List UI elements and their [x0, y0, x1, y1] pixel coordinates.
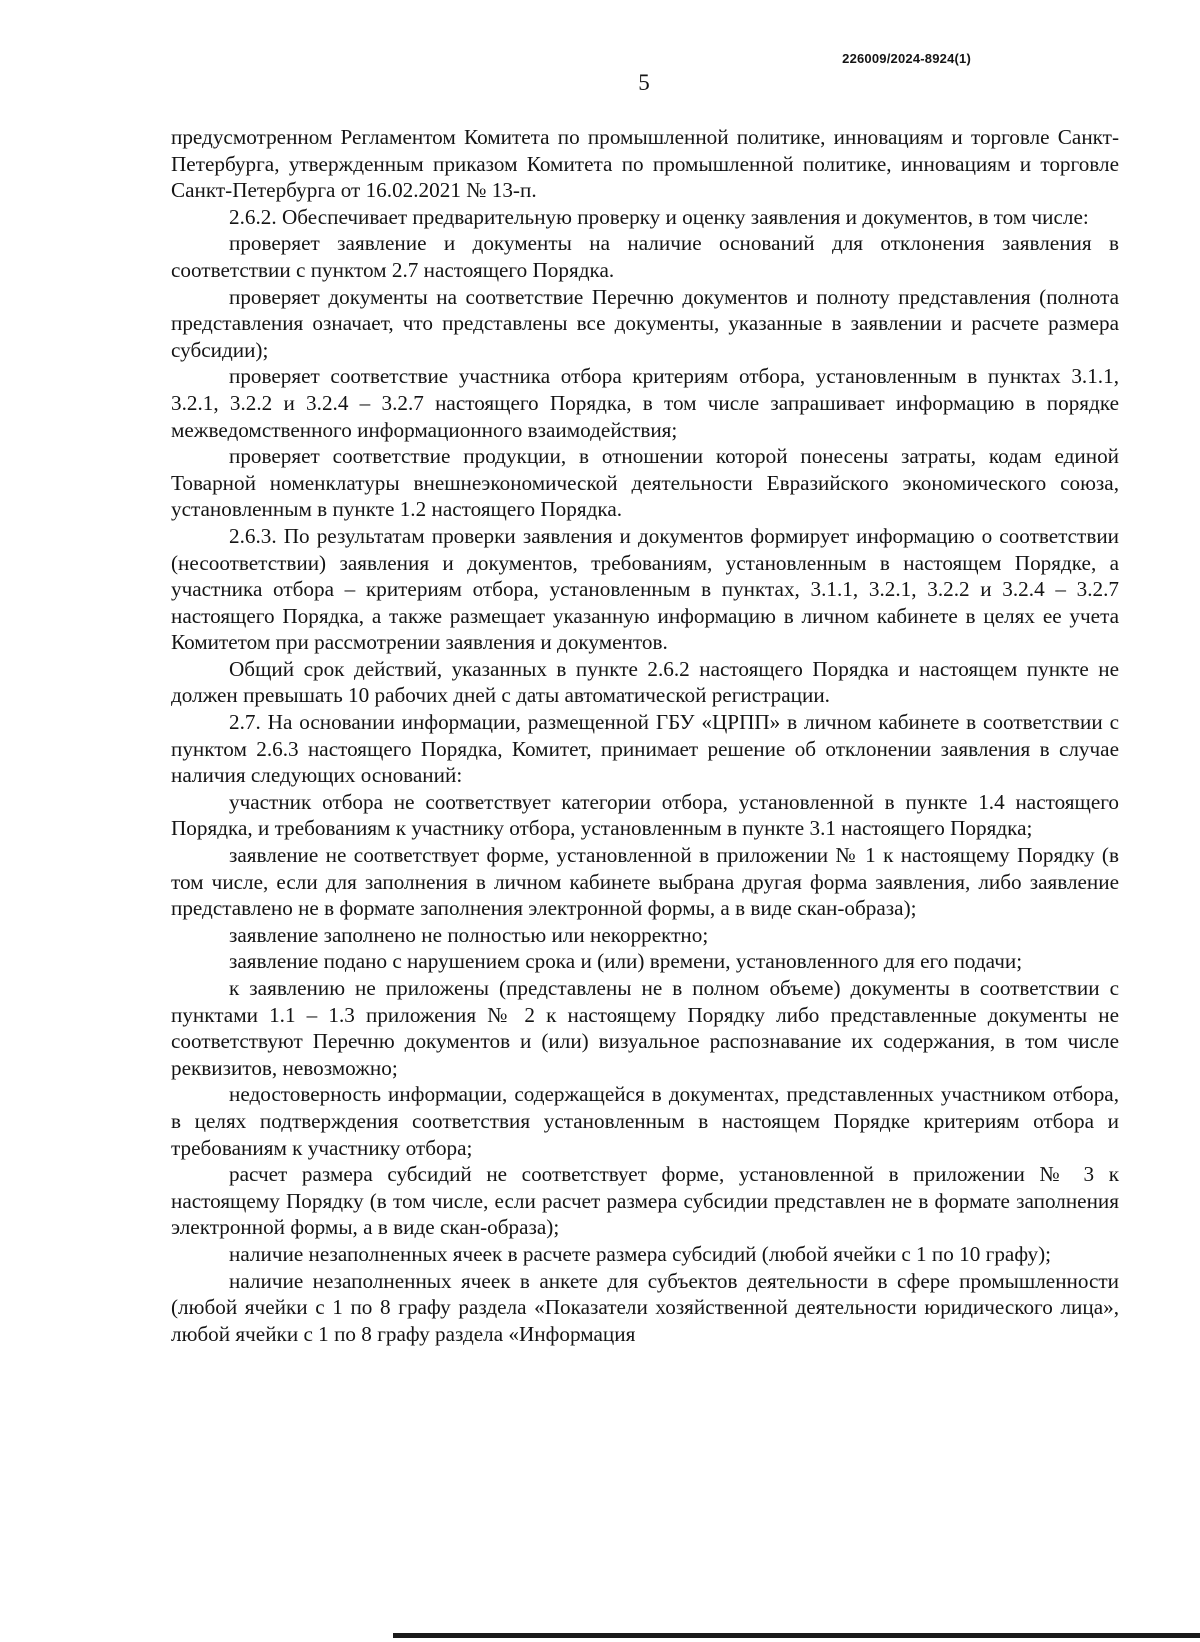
paragraph: заявление заполнено не полностью или некорректно; [229, 922, 709, 947]
paragraph: 2.6.2. Обеспечивает предварительную проверку и оценку заявления и документов, в том числе: [229, 204, 1089, 229]
paragraph: расчет размера субсидий не соответствует форме, установленной в приложении № 3 к настоящему Порядку (в том числе, если расчет размера субсидии представлен не в формате заполнения электронной формы, а в виде скан-образа); [171, 1162, 1119, 1240]
paragraph: проверяет документы на соответствие Перечню документов и полноту представления (полнота представления означает, что представлены все документы, указанные в заявлении и расчете размера субсидии); [171, 284, 1119, 362]
paragraph: Общий срок действий, указанных в пункте 2.6.2 настоящего Порядка и настоящем пункте не должен превышать 10 рабочих дней с даты автоматической регистрации. [171, 656, 1119, 708]
paragraph: проверяет соответствие участника отбора критериям отбора, установленным в пунктах 3.1.1, 3.2.1, 3.2.2 и 3.2.4 – 3.2.7 настоящего Порядка, в том числе запрашивает информацию в порядке межведомственного информационного взаимодействия; [171, 364, 1119, 442]
page-number: 5 [638, 70, 650, 95]
paragraph: проверяет заявление и документы на наличие оснований для отклонения заявления в соответствии с пунктом 2.7 настоящего Порядка. [171, 231, 1119, 282]
paragraph: недостоверность информации, содержащейся в документах, представленных участником отбора, в целях подтверждения соответствия установленным в настоящем Порядке критериям отбора и требованиям к участнику отбора; [171, 1082, 1119, 1160]
paragraph: предусмотренном Регламентом Комитета по промышленной политике, инновациям и торговле Санкт-Петербурга, утвержденным приказом Комитета по промышленной политике, инновациям и торговле Санкт-Петербурга от 16.02.2021 № 13-п. [171, 125, 1119, 203]
paragraph: к заявлению не приложены (представлены не в полном объеме) документы в соответствии с пунктами 1.1 – 1.3 приложения № 2 к настоящему Порядку либо представленные документы не соответствуют Перечню документов и (или) визуальное распознавание их содержания, в том числе реквизитов, невозможно; [171, 976, 1119, 1080]
paragraph: 2.7. На основании информации, размещенной ГБУ «ЦРПП» в личном кабинете в соответствии с пунктом 2.6.3 настоящего Порядка, Комитет, принимает решение об отклонении заявления в случае наличия следующих оснований: [171, 710, 1119, 788]
paragraph: наличие незаполненных ячеек в анкете для субъектов деятельности в сфере промышленности (любой ячейки с 1 по 8 графу раздела «Показатели хозяйственной деятельности юридического лица», любой ячейки с 1 по 8 графу раздела «Информация [171, 1268, 1119, 1346]
paragraph: заявление не соответствует форме, установленной в приложении № 1 к настоящему Порядку (в том числе, если для заполнения в личном кабинете выбрана другая форма заявления, либо заявление представлено не в формате заполнения электронной формы, а в виде скан-образа); [171, 843, 1119, 921]
page-bottom-edge [393, 1633, 1200, 1638]
paragraph: участник отбора не соответствует категории отбора, установленной в пункте 1.4 настоящего Порядка, и требованиям к участнику отбора, установленным в пункте 3.1 настоящего Порядка; [171, 789, 1119, 841]
paragraph: заявление подано с нарушением срока и (или) времени, установленного для его подачи; [229, 949, 1023, 974]
paragraph: наличие незаполненных ячеек в расчете размера субсидий (любой ячейки с 1 по 10 графу); [229, 1241, 1052, 1266]
paragraph: 2.6.3. По результатам проверки заявления и документов формирует информацию о соответствии (несоответствии) заявления и документов, требованиям, установленным в настоящем Порядке, а участника отбора – критериям отбора, установленным в пунктах, 3.1.1, 3.2.1, 3.2.2 и 3.2.4 – 3.2.7 настоящего Порядка, а также размещает указанную информацию в личном кабинете в целях ее учета Комитетом при рассмотрении заявления и документов. [171, 523, 1119, 655]
body-text [171, 124, 1119, 1347]
document-id: 226009/2024-8924(1) [842, 51, 971, 66]
paragraph: проверяет соответствие продукции, в отношении которой понесены затраты, кодам единой Товарной номенклатуры внешнеэкономической деятельности Евразийского экономического союза, установленным в пункте 1.2 настоящего Порядка. [171, 444, 1119, 522]
